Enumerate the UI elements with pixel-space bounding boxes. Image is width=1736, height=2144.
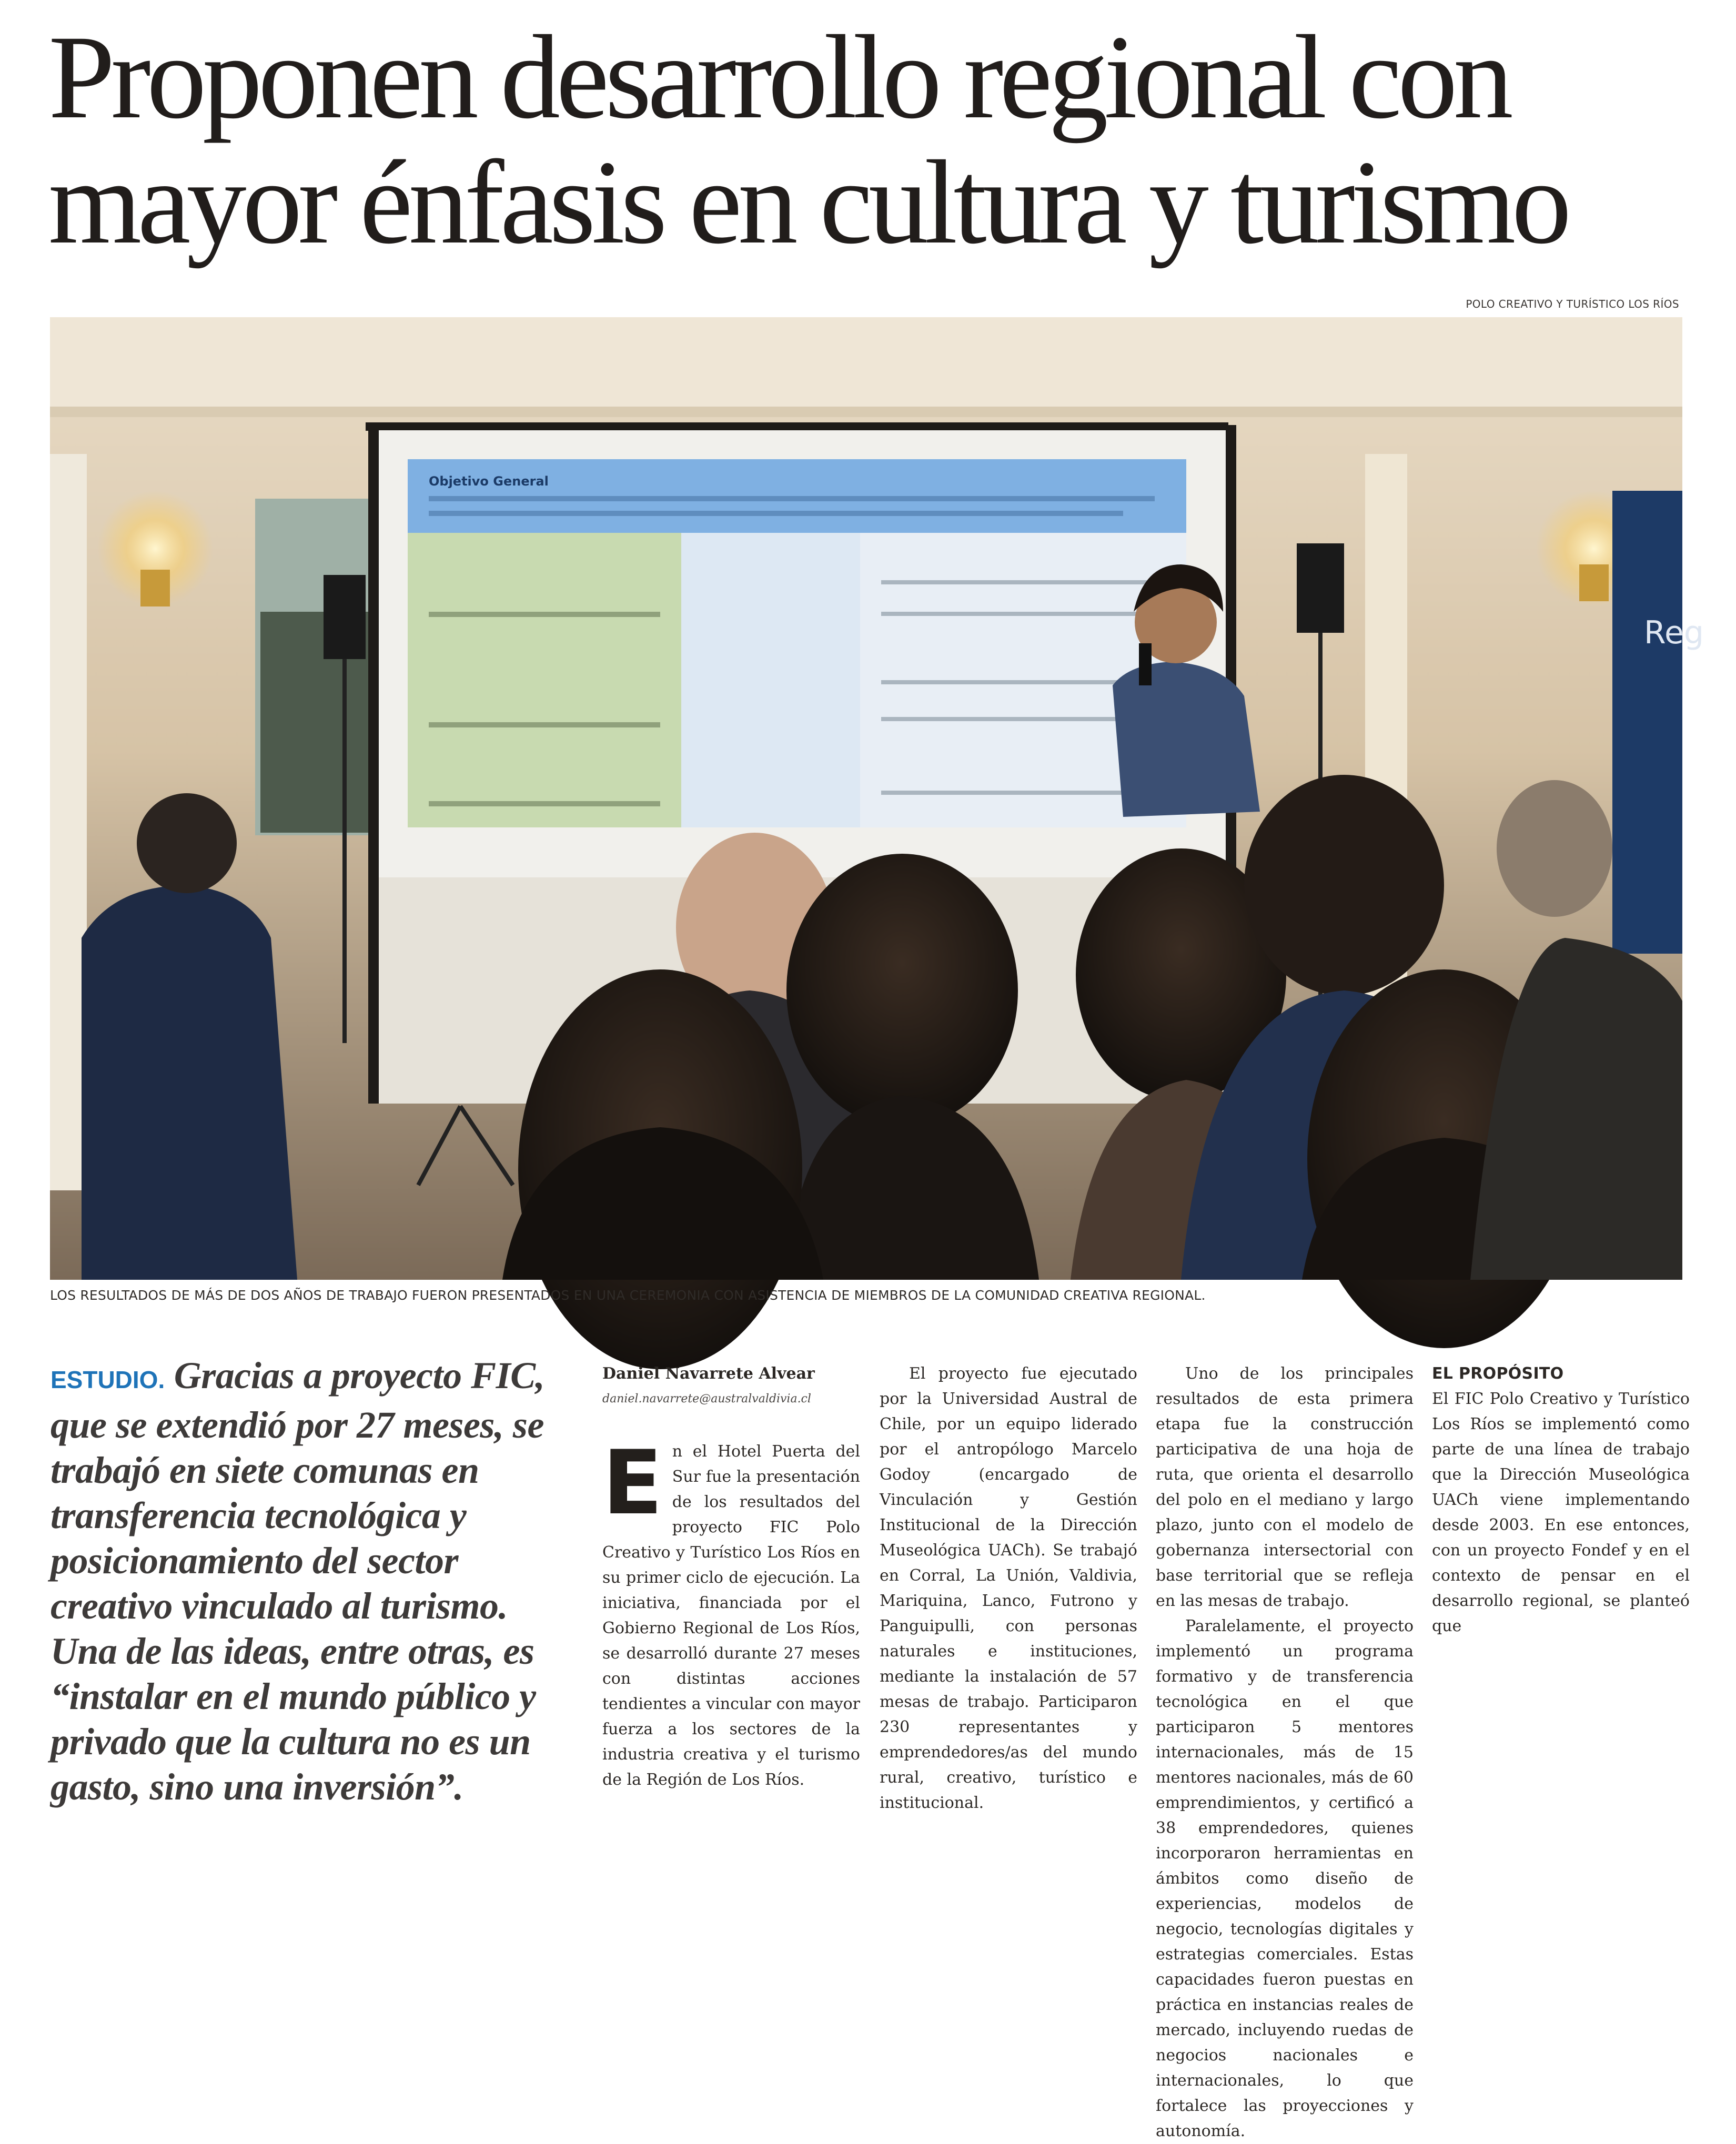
lead-paragraph [51, 1353, 582, 1809]
section-subhead: EL PROPÓSITO [1432, 1364, 1564, 1383]
article-column-2 [880, 1361, 1137, 1816]
paragraph-3: Uno de los principales resultados de esta primera etapa fue la construcción participativa de una hoja de ruta, que orienta el desarrollo del polo en el mediano y largo plazo, junto con el modelo de gobernanza intersectorial con base territorial que se refleja en las mesas de trabajo. [1156, 1364, 1414, 1610]
drop-cap: E [602, 1431, 663, 1534]
headline: Proponen desarrollo regional con mayor énfasis en cultura y turismo [48, 11, 1568, 269]
photo-credit: POLO CREATIVO Y TURÍSTICO LOS RÍOS [1466, 298, 1679, 310]
article-column-4 [1432, 1361, 1690, 1639]
banner-text: Reg [1644, 614, 1704, 651]
paragraph-1-text: n el Hotel Puerta del Sur fue la presentación de los resultados del proyecto FIC Polo Creativo y Turístico Los Ríos en su primer ciclo de ejecución. La iniciativa, financiada por el Gobierno Regional de Los Ríos, se desarrolló durante 27 meses con distintas acciones tendientes a vincular con mayor fuerza a los sectores de la industria creativa y el turismo de la Región de Los Ríos. [602, 1442, 860, 1789]
article-column-3 [1156, 1361, 1414, 2144]
paragraph-5: El FIC Polo Creativo y Turístico Los Ríos se implementó como parte de una línea de trabajo que la Dirección Museológica UACh viene implementando desde 2003. En ese entonces, con un proyecto Fondef y en el contexto de pensar en el desarrollo regional, se planteó que [1432, 1390, 1690, 1635]
paragraph-4: Paralelamente, el proyecto implementó un programa formativo y de transferencia tecnológica en el que participaron 5 mentores internacionales, más de 15 mentores nacionales, más de 60 emprendimientos, y certificó a 38 emprendedores, quienes incorporaron herramientas en ámbitos como diseño de experiencias, modelos de negocio, tecnologías digitales y estrategias comerciales. Estas capacidades fueron puestas en práctica en instancias reales de mercado, incluyendo ruedas de negocios nacionales e internacionales, lo que fortalece las proyecciones y autonomía. [1156, 1617, 1414, 2140]
slide-heading: Objetivo General [429, 474, 549, 489]
lead-text: Gracias a proyecto FIC, que se extendió por 27 meses, se trabajó en siete comunas en transferencia tecnológica y posicionamiento del sector creativo vinculado al turismo. Una de las ideas, entre otras, es “instalar en el mundo público y privado que la cultura no es un gasto, sino una inversión”. [51, 1354, 545, 1808]
event-photo [50, 317, 1704, 1280]
author-email[interactable]: daniel.navarrete@australvaldivia.cl [602, 1392, 811, 1405]
author-name: Daniel Navarrete Alvear [602, 1364, 815, 1383]
article-column-1 [602, 1361, 860, 1793]
article-paragraph [602, 1431, 860, 1793]
lead-kicker: ESTUDIO. [51, 1366, 165, 1393]
paragraph-2: El proyecto fue ejecutado por la Universidad Austral de Chile, por un equipo liderado por el antropólogo Marcelo Godoy (encargado de Vinculación y Gestión Institucional de la Dirección Museológica UACh). Se trabajó en Corral, La Unión, Valdivia, Mariquina, Lanco, Futrono y Panguipulli, con personas naturales e instituciones, mediante la instalación de 57 mesas de trabajo. Participaron 230 representantes y emprendedores/as del mundo rural, creativo, turístico e institucional. [880, 1364, 1137, 1812]
photo-caption: LOS RESULTADOS DE MÁS DE DOS AÑOS DE TRABAJO FUERON PRESENTADOS EN UNA CEREMONIA CON ASISTENCIA DE MIEMBROS DE LA COMUNIDAD CREATIVA REGIONAL. [50, 1288, 1206, 1303]
